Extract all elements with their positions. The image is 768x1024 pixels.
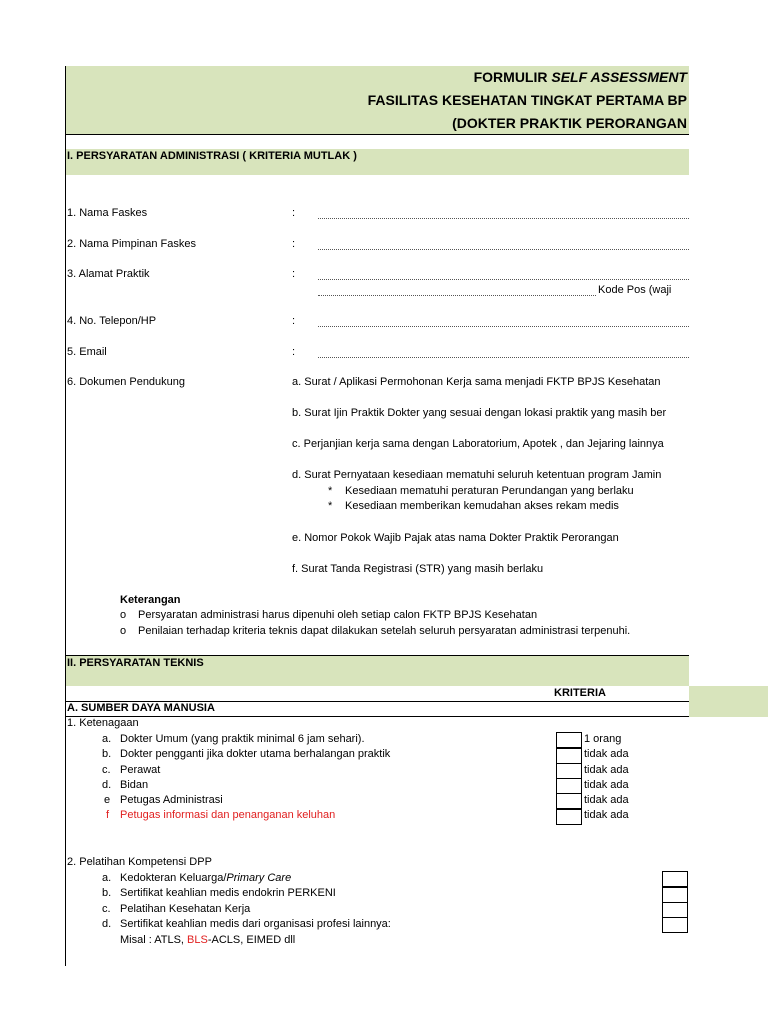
staff-checkbox[interactable] [556,732,582,748]
pelatihan-checkbox[interactable] [662,917,688,933]
field-label-email: 5. Email [67,346,107,358]
header-divider [66,134,689,135]
sub-bullet-star: * [328,500,333,512]
staff-checkbox[interactable] [556,763,582,779]
pelatihan-label-italic: Primary Care [226,872,292,884]
kode-pos-label: Kode Pos (waji [598,284,672,296]
pelatihan-letter: c. [102,903,111,915]
pelatihan-letter: b. [102,887,112,899]
subsection-a-bottom [66,716,689,717]
doc-item-a: a. Surat / Aplikasi Permohonan Kerja sama menjadi FKTP BPJS Kesehatan [292,376,661,388]
kriteria-band [689,686,768,717]
keterangan-1: Persyaratan administrasi harus dipenuhi oleh setiap calon FKTP BPJS Kesehatan [138,609,538,621]
ketenagaan-title: 1. Ketenagaan [67,717,139,729]
staff-label-dokter-pengganti: Dokter pengganti jika dokter utama berhalangan praktik [120,748,391,760]
field-colon: : [292,315,296,327]
field-input-alamat-1[interactable] [318,279,689,280]
staff-letter: d. [102,779,112,791]
doc-item-c: c. Perjanjian kerja sama dengan Laboratorium, Apotek , dan Jejaring lainnya [292,438,664,450]
form-title-line1 [474,69,687,85]
staff-value: tidak ada [584,764,629,776]
field-input-email[interactable] [318,357,689,358]
sub-bullet-2: Kesediaan memberikan kemudahan akses rekam medis [345,500,619,512]
sub-bullet-1: Kesediaan mematuhi peraturan Perundangan yang berlaku [345,485,634,497]
field-colon: : [292,268,296,280]
pelatihan-label-endokrin: Sertifikat keahlian medis endokrin PERKENI [120,887,336,899]
form-title-line3: (DOKTER PRAKTIK PERORANGAN [452,115,687,131]
section2-title: II. PERSYARATAN TEKNIS [67,657,204,669]
staff-letter: e [104,794,111,806]
staff-value: tidak ada [584,794,629,806]
doc-item-d: d. Surat Pernyataan kesediaan mematuhi seluruh ketentuan program Jamin [292,469,662,481]
bullet-o: o [120,625,127,637]
field-colon: : [292,346,296,358]
subsection-a-title: A. SUMBER DAYA MANUSIA [67,702,215,714]
staff-label-petugas-admin: Petugas Administrasi [120,794,223,806]
misal-line [120,934,295,946]
form-sheet [65,66,768,966]
field-colon: : [292,238,296,250]
staff-letter: b. [102,748,112,760]
staff-value: tidak ada [584,779,629,791]
pelatihan-label-kesehatan-kerja: Pelatihan Kesehatan Kerja [120,903,251,915]
field-input-telepon[interactable] [318,326,689,327]
pelatihan-letter: d. [102,918,112,930]
misal-prefix: Misal : ATLS, [120,934,188,946]
staff-letter: c. [102,764,111,776]
staff-label-perawat: Perawat [120,764,161,776]
staff-checkbox[interactable] [556,748,582,764]
keterangan-title: Keterangan [120,594,181,606]
doc-item-e: e. Nomor Pokok Wajib Pajak atas nama Dokter Praktik Perorangan [292,532,619,544]
pelatihan-label-organisasi-profesi: Sertifikat keahlian medis dari organisasi profesi lainnya: [120,918,391,930]
staff-value: tidak ada [584,748,629,760]
pelatihan-label-kedokteran-keluarga [120,872,291,884]
staff-checkbox[interactable] [556,809,582,825]
pelatihan-checkbox[interactable] [662,887,688,903]
doc-item-f: f. Surat Tanda Registrasi (STR) yang masih berlaku [292,563,544,575]
form-title-line2: FASILITAS KESEHATAN TINGKAT PERTAMA BP [367,92,687,108]
staff-checkbox[interactable] [556,793,582,809]
misal-suffix: -ACLS, EIMED dll [207,934,296,946]
pelatihan-letter: a. [102,872,112,884]
pelatihan-checkbox[interactable] [662,871,688,887]
misal-red: BLS [187,934,208,946]
staff-letter: a. [102,733,112,745]
field-label-telepon: 4. No. Telepon/HP [67,315,157,327]
staff-label-dokter-umum: Dokter Umum (yang praktik minimal 6 jam sehari). [120,733,365,745]
field-colon: : [292,207,296,219]
field-input-nama-faskes[interactable] [318,218,689,219]
title-italic: SELF ASSESSMENT [551,69,687,85]
staff-label-petugas-informasi: Petugas informasi dan penanganan keluhan [120,809,336,821]
title-prefix: FORMULIR [473,69,552,85]
pelatihan-label-text: Kedokteran Keluarga/ [120,872,227,884]
doc-item-b: b. Surat Ijin Praktik Dokter yang sesuai dengan lokasi praktik yang masih ber [292,407,667,419]
staff-value: 1 orang [584,733,622,745]
field-label-nama-faskes: 1. Nama Faskes [67,207,148,219]
bullet-o: o [120,609,127,621]
keterangan-2: Penilaian terhadap kriteria teknis dapat dilakukan setelah seluruh persyaratan administrasi terpenuhi. [138,625,631,637]
staff-value: tidak ada [584,809,629,821]
field-label-alamat: 3. Alamat Praktik [67,268,150,280]
sub-bullet-star: * [328,485,333,497]
staff-label-bidan: Bidan [120,779,149,791]
section1-title: I. PERSYARATAN ADMINISTRASI ( KRITERIA MUTLAK ) [67,150,357,162]
dokumen-label: 6. Dokumen Pendukung [67,376,186,388]
pelatihan-title: 2. Pelatihan Kompetensi DPP [67,856,212,868]
kriteria-header: KRITERIA [554,687,606,699]
field-label-nama-pimpinan: 2. Nama Pimpinan Faskes [67,238,196,250]
field-input-nama-pimpinan[interactable] [318,249,689,250]
field-input-alamat-2[interactable] [318,295,596,296]
staff-checkbox[interactable] [556,778,582,794]
pelatihan-checkbox[interactable] [662,902,688,918]
staff-letter: f [106,809,110,821]
